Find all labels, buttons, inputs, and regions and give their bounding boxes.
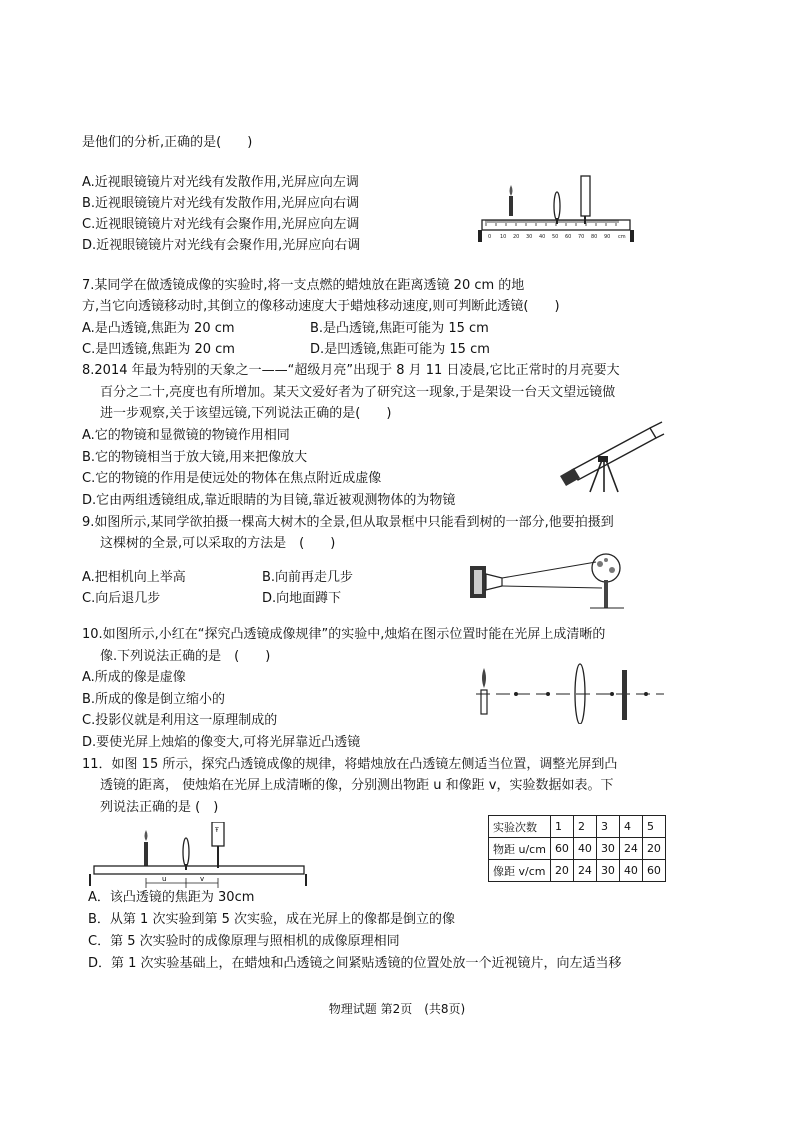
q7-stem-line-1: 7.某同学在做透镜成像的实验时,将一支点燃的蜡烛放在距离透镜 20 cm 的地 — [82, 278, 525, 293]
ruler-tick-label: 20 — [513, 234, 520, 240]
q10-lens-bench-figure — [470, 660, 670, 724]
q8-option-a: A.它的物镜和显微镜的物镜作用相同 — [82, 428, 290, 443]
table-cell: 物距 u/cm — [489, 838, 551, 860]
q8-stem-line-1: 8.2014 年最为特别的天象之一——“超级月亮”出现于 8 月 11 日凌晨,它比正常时的月亮要大 — [82, 363, 620, 378]
ruler-tick-label: 40 — [539, 234, 546, 240]
table-cell: 20 — [642, 838, 665, 860]
ruler-tick-label: 90 — [604, 234, 611, 240]
table-cell: 像距 v/cm — [489, 860, 551, 882]
table-cell: 40 — [573, 838, 596, 860]
q11-data-table — [488, 815, 666, 882]
table-cell: 2 — [573, 816, 596, 838]
table-cell: 24 — [573, 860, 596, 882]
ruler-tick-label: 0 — [488, 234, 492, 240]
table-cell: 40 — [619, 860, 642, 882]
table-cell: 30 — [596, 860, 619, 882]
q7-option-a: A.是凸透镜,焦距为 20 cm — [82, 321, 235, 336]
table-cell: 1 — [550, 816, 573, 838]
ruler-tick-label: cm — [618, 234, 626, 240]
q7-option-c: C.是凹透镜,焦距为 20 cm — [82, 342, 235, 357]
q9-option-a: A.把相机向上举高 — [82, 570, 186, 585]
q9-option-b: B.向前再走几步 — [262, 570, 354, 585]
q7-option-b: B.是凸透镜,焦距可能为 15 cm — [310, 321, 489, 336]
v-label: v — [200, 875, 205, 883]
table-cell: 60 — [642, 860, 665, 882]
table-cell: 20 — [550, 860, 573, 882]
q6-option-a: A.近视眼镜镜片对光线有发散作用,光屏应向左调 — [82, 175, 359, 190]
q11-option-c: C．第 5 次实验时的成像原理与照相机的成像原理相同 — [88, 934, 400, 949]
q7-stem-line-2: 方,当它向透镜移动时,其倒立的像移动速度大于蜡烛移动速度,则可判断此透镜( ) — [82, 299, 560, 314]
table-cell: 实验次数 — [489, 816, 551, 838]
table-cell: 4 — [619, 816, 642, 838]
table-cell: 3 — [596, 816, 619, 838]
q6-option-d: D.近视眼镜镜片对光线有会聚作用,光屏应向右调 — [82, 238, 361, 253]
q9-stem-line-1: 9.如图所示,某同学欲拍摄一棵高大树木的全景,但从取景框中只能看到树的一部分,他要拍摄到 — [82, 515, 614, 530]
q6-option-b: B.近视眼镜镜片对光线有发散作用,光屏应向右调 — [82, 196, 360, 211]
ruler-tick-label: 70 — [578, 234, 585, 240]
q8-option-c: C.它的物镜的作用是使远处的物体在焦点附近成虚像 — [82, 471, 382, 486]
table-row — [489, 838, 666, 860]
q6-stem: 是他们的分析,正确的是( ) — [82, 135, 253, 150]
ruler-tick-label: 80 — [591, 234, 598, 240]
q8-stem-line-3: 进一步观察,关于该望远镜,下列说法正确的是( ) — [100, 406, 392, 421]
q6-option-c: C.近视眼镜镜片对光线有会聚作用,光屏应向左调 — [82, 217, 360, 232]
q11-optical-bench-figure — [88, 822, 318, 892]
q8-option-b: B.它的物镜相当于放大镜,用来把像放大 — [82, 450, 308, 465]
q10-option-d: D.要使光屏上烛焰的像变大,可将光屏靠近凸透镜 — [82, 735, 361, 750]
q10-stem-line-2: 像.下列说法正确的是 ( ) — [100, 649, 271, 664]
q8-telescope-figure — [552, 418, 672, 493]
page-footer: 物理试题 第2页 (共8页) — [328, 1002, 466, 1016]
table-cell: 5 — [642, 816, 665, 838]
table-cell: 60 — [550, 838, 573, 860]
q11-option-a: A．该凸透镜的焦距为 30cm — [88, 890, 255, 905]
svg-text:Ŧ: Ŧ — [215, 827, 219, 834]
q9-option-d: D.向地面蹲下 — [262, 591, 342, 606]
q6-optical-bench-figure — [476, 168, 636, 248]
ruler-tick-label: 10 — [500, 234, 507, 240]
table-row — [489, 816, 666, 838]
q8-stem-line-2: 百分之二十,亮度也有所增加。某天文爱好者为了研究这一现象,于是架设一台天文望远镜做 — [100, 385, 616, 400]
q7-option-d: D.是凹透镜,焦距可能为 15 cm — [310, 342, 490, 357]
table-cell: 30 — [596, 838, 619, 860]
q10-option-a: A.所成的像是虚像 — [82, 670, 186, 685]
ruler-tick-label: 30 — [526, 234, 533, 240]
q9-camera-tree-figure — [466, 550, 636, 616]
q10-option-b: B.所成的像是倒立缩小的 — [82, 692, 226, 707]
table-row — [489, 860, 666, 882]
q11-stem-line-1: 11．如图 15 所示，探究凸透镜成像的规律，将蜡烛放在凸透镜左侧适当位置，调整光屏到凸 — [82, 757, 618, 772]
q11-stem-line-2: 透镜的距离， 使烛焰在光屏上成清晰的像，分别测出物距 u 和像距 v，实验数据如表。下 — [100, 778, 614, 793]
q11-stem-line-3: 列说法正确的是 ( ) — [100, 800, 219, 815]
table-cell: 24 — [619, 838, 642, 860]
q9-option-c: C.向后退几步 — [82, 591, 161, 606]
q8-option-d: D.它由两组透镜组成,靠近眼睛的为目镜,靠近被观测物体的为物镜 — [82, 493, 456, 508]
q10-option-c: C.投影仪就是利用这一原理制成的 — [82, 713, 278, 728]
q11-option-d: D．第 1 次实验基础上，在蜡烛和凸透镜之间紧贴透镜的位置处放一个近视镜片，向左适当移 — [88, 956, 622, 971]
ruler-tick-label: 50 — [552, 234, 559, 240]
ruler-tick-label: 60 — [565, 234, 572, 240]
q11-option-b: B．从第 1 次实验到第 5 次实验，成在光屏上的像都是倒立的像 — [88, 912, 455, 927]
q9-stem-line-2: 这棵树的全景,可以采取的方法是 ( ) — [100, 536, 336, 551]
q10-stem-line-1: 10.如图所示,小红在“探究凸透镜成像规律”的实验中,烛焰在图示位置时能在光屏上成清晰的 — [82, 627, 606, 642]
u-label: u — [162, 875, 167, 883]
